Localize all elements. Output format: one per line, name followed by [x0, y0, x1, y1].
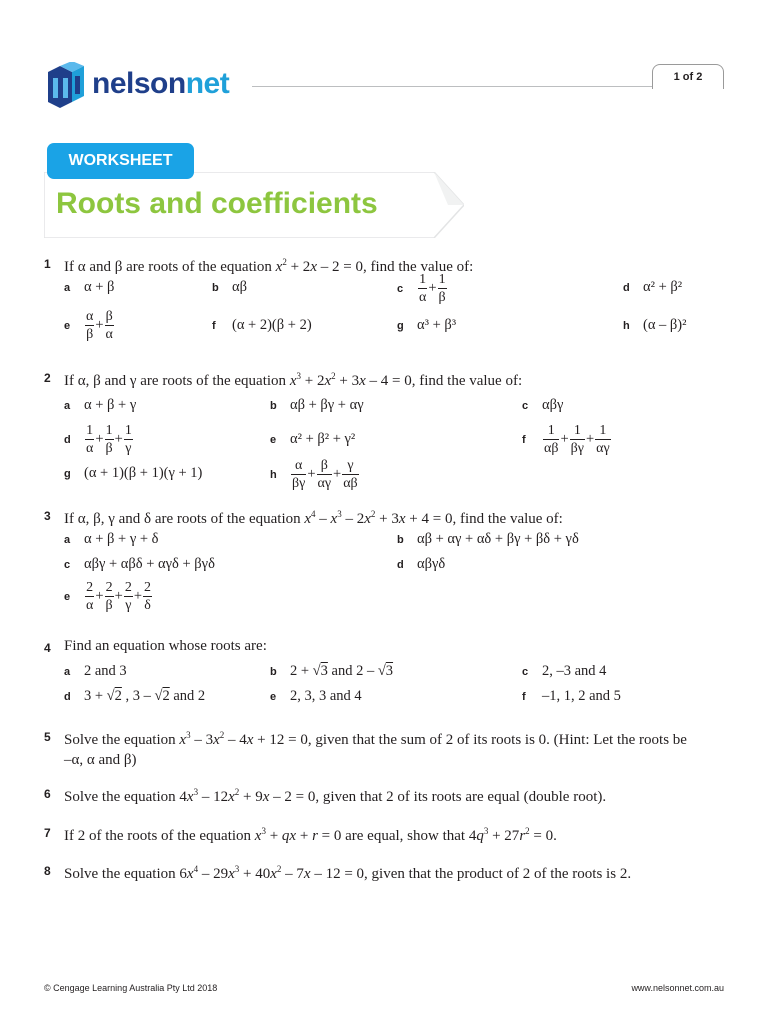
page-indicator: 1 of 2: [652, 64, 724, 89]
q2-item-b: b αβ + βγ + αγ: [270, 397, 364, 413]
question-number: 8: [44, 864, 51, 878]
q3-item-b: b αβ + αγ + αδ + βγ + βδ + γδ: [397, 531, 579, 547]
question-4-text: Find an equation whose roots are:: [64, 638, 267, 654]
question-number: 3: [44, 509, 51, 523]
q1-item-d: d α² + β²: [623, 279, 683, 295]
question-5-text: Solve the equation $x^3 - 3x^2 - 4x + 12 = 0$, given that the sum of 2 of its roots is 0. (Hint: Let the roots be –α, α and β): [64, 730, 687, 768]
question-number: 4: [44, 641, 51, 655]
fraction: $\frac{\alpha}{\beta}$: [86, 309, 94, 342]
question-8-text: Solve the equation $6x^4 - 29x^3 + 40x^2 - 7x - 12 = 0$, given that the product of 2 of the roots is 2.: [64, 864, 632, 882]
q1-item-g: g α³ + β³: [397, 317, 457, 333]
fraction: $\frac{1}{\beta}$: [438, 272, 446, 305]
website-link[interactable]: www.nelsonnet.com.au: [631, 983, 724, 993]
logo-wordmark: [92, 62, 229, 106]
question-1-text: If α and β are roots of the equation $x^2 + 2x - 2 = 0$, find the value of:: [64, 257, 474, 275]
q1-item-a: a α + β: [64, 279, 115, 295]
q2-item-h: h $\frac{\alpha}{\beta\gamma}$ + $\frac{\beta}{\alpha\gamma}$ + $\frac{\gamma}{\alpha\beta}$: [270, 458, 358, 491]
q3-item-e: e $\frac{2}{\alpha}$ + $\frac{2}{\beta}$ + $\frac{2}{\gamma}$ + $\frac{2}{\delta}$: [64, 580, 152, 613]
q4-item-e: e 2, 3, 3 and 4: [270, 688, 362, 704]
question-2-text: If α, β and γ are roots of the equation $x^3 + 2x^2 + 3x - 4 = 0$, find the value of:: [64, 371, 523, 389]
worksheet-label: WORKSHEET: [47, 143, 194, 179]
page-title: Roots and coefficients: [56, 187, 378, 220]
q4-item-a: a 2 and 3: [64, 663, 127, 679]
copyright-notice: © Cengage Learning Australia Pty Ltd 2018: [44, 983, 218, 993]
q2-item-c: c αβγ: [522, 397, 564, 413]
q4-item-b: b 2 + √3 and 2 – √3: [270, 663, 394, 679]
fraction: $\frac{1}{\alpha}$: [419, 272, 427, 305]
q2-item-d: d $\frac{1}{\alpha}$ + $\frac{1}{\beta}$ + $\frac{1}{\gamma}$: [64, 423, 132, 456]
question-number: 6: [44, 787, 51, 801]
q1-item-c: c $\frac{1}{\alpha}$ + $\frac{1}{\beta}$: [397, 272, 446, 305]
logo-part-net: net: [185, 67, 230, 100]
question-number: 2: [44, 371, 51, 385]
q3-item-a: a α + β + γ + δ: [64, 531, 159, 547]
q3-item-d: d αβγδ: [397, 556, 446, 572]
question-3-text: If α, β, γ and δ are roots of the equation $x^4 - x^3 - 2x^2 + 3x + 4 = 0$, find the value of:: [64, 509, 563, 527]
fraction: $\frac{\beta}{\alpha}$: [105, 309, 113, 342]
q4-item-d: d 3 + √2 , 3 – √2 and 2: [64, 688, 206, 704]
q4-item-c: c 2, –3 and 4: [522, 663, 607, 679]
q2-item-e: e α² + β² + γ²: [270, 431, 356, 447]
q2-item-g: g (α + 1)(β + 1)(γ + 1): [64, 465, 203, 481]
q2-item-f: f $\frac{1}{\alpha\beta}$ + $\frac{1}{\beta\gamma}$ + $\frac{1}{\alpha\gamma}$: [522, 423, 610, 456]
q3-item-c: c αβγ + αβδ + αγδ + βγδ: [64, 556, 215, 572]
question-6-text: Solve the equation $4x^3 - 12x^2 + 9x - 2 = 0$, given that 2 of its roots are equal (double root).: [64, 787, 607, 805]
question-number: 5: [44, 730, 51, 744]
logo-part-nelson: nelson: [92, 67, 186, 100]
q1-item-e: e $\frac{\alpha}{\beta}$ + $\frac{\beta}{\alpha}$: [64, 309, 113, 342]
q1-item-h: h (α – β)²: [623, 317, 687, 333]
q4-item-f: f –1, 1, 2 and 5: [522, 688, 621, 704]
question-number: 1: [44, 257, 51, 271]
question-7-text: If 2 of the roots of the equation $x^3$ + qx + r = 0 are equal, show that $4q^3 + 27r^2 = 0$.: [64, 826, 557, 844]
q2-item-a: a α + β + γ: [64, 397, 137, 413]
nelsonnet-logo: [44, 62, 92, 108]
q1-item-f: f (α + 2)(β + 2): [212, 317, 312, 333]
q1-item-b: b αβ: [212, 279, 247, 295]
question-number: 7: [44, 826, 51, 840]
